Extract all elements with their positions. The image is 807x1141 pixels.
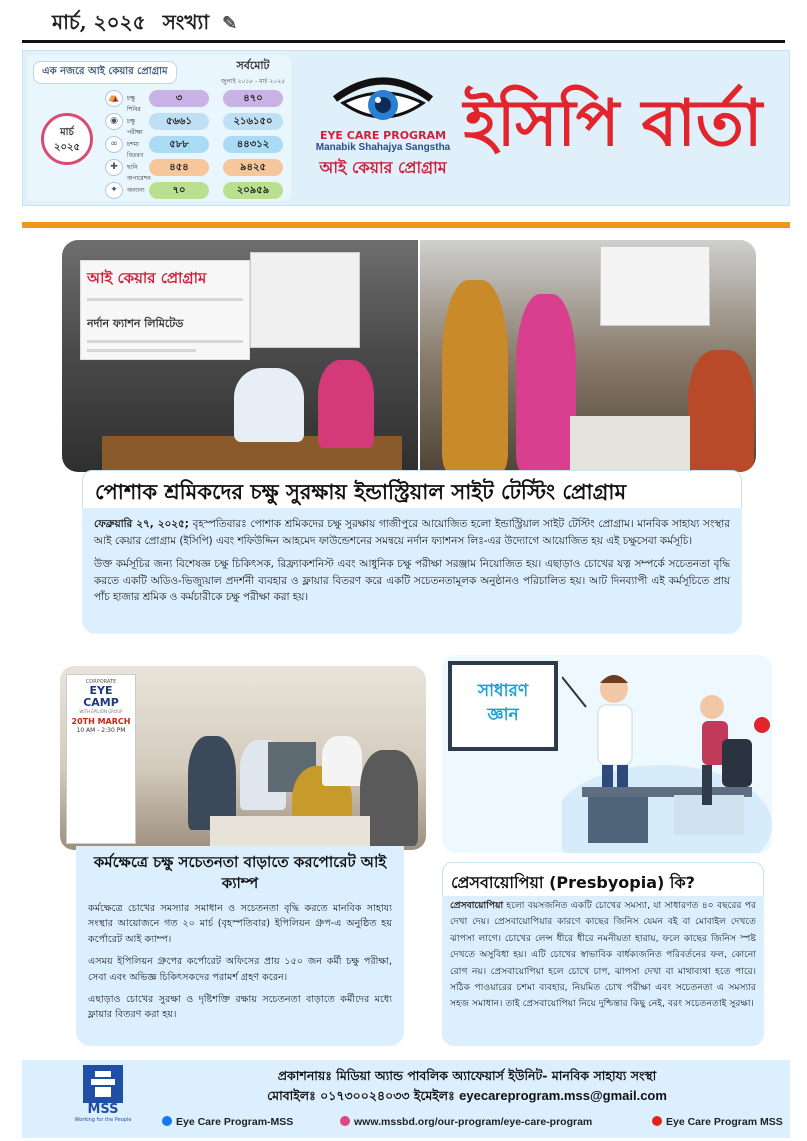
table-shape <box>210 816 370 850</box>
mss-logo-text: MSS <box>87 1102 119 1117</box>
article2-box <box>76 846 404 1046</box>
stat-total-value: ৯৪২৫ <box>223 159 283 176</box>
social-links <box>152 1116 792 1132</box>
eye-care-logo <box>303 65 463 182</box>
email-link[interactable]: eyecareprogram.mss@gmail.com <box>459 1088 667 1103</box>
article3-text: হলো বয়সজনিত একটি চোখের সমস্যা, যা সাধারণত ৪০ বছরের পর দেখা দেয়। প্রেসবায়োপিয়ার কারণে কাছের জিনিস যেমন বই বা মোবাইল দেখতে ঝাপসা লাগে। চোখের লেন্স ধীরে ধীরে নমনীয়তা হারায়, ফলে কাছের জিনিস স্পষ্ট দেখতে অসুবিধা হয়। এটি চোখের স্বাভাবিক বার্ধক্যজনিত পরিবর্তনের ফল, কোনো রোগ নয়। প্রেসবায়োপিয়া হলে চোখে চাপ, ঝাপসা দেখা বা মাথাব্যথা হতে পারে। সঠিক পাওয়ারের চশমা ব্যবহার, নিয়মিত চোখ পরীক্ষা এবং সচেতনতা এ সমস্যার সহজ সমাধান। তাই প্রেসবায়োপিয়া নিয়ে দুশ্চিন্তার কিছু নেই, বরং সচেতনতাই সুরক্ষা। <box>450 900 757 1010</box>
month-year: ২০২৫ <box>54 142 80 153</box>
stat-month-value: ৩ <box>149 90 209 107</box>
standee-time: 10 AM - 2:30 PM <box>76 727 126 734</box>
contact-line <box>152 1088 782 1108</box>
stat-label: চশমা বিতরণ <box>127 141 144 159</box>
glasses-icon: ∞ <box>105 136 123 153</box>
stat-month-value: ৫৮৮ <box>149 136 209 153</box>
program-name-en: EYE CARE PROGRAM <box>319 129 447 142</box>
banner-secondary <box>250 252 360 348</box>
issue-number: সংখ্যা <box>162 10 210 34</box>
organization-name: Manabik Shahajya Sangstha <box>315 142 451 153</box>
at-a-glance-panel <box>27 55 291 201</box>
worker-figure <box>688 350 754 472</box>
doctor-figure <box>322 736 362 786</box>
stat-total-value: ৪৪৩১২ <box>223 136 283 153</box>
stat-label: ছানি অপারেশন <box>127 164 151 182</box>
youtube-link[interactable] <box>652 1116 783 1128</box>
article1-headline-box <box>82 470 742 510</box>
knowledge-line1: সাধারণ <box>477 681 529 701</box>
worker-figure <box>442 280 508 472</box>
article2-para1: কর্মক্ষেত্রে চোখের সমস্যার সমাধান ও সচেতনতা বৃদ্ধি করতে মানবিক সাহায্য সংস্থার আয়োজনে গত ২০ মার্চ (বৃহস্পতিবার) ইপিলিয়ন গ্রুপ-এ অনুষ্ঠিত হয় কর্পোরেট আই ক্যাম্প। <box>88 903 392 945</box>
banner-title: আই কেয়ার প্রোগ্রাম <box>87 269 207 287</box>
top-rule <box>22 40 785 43</box>
banner-secondary <box>600 246 710 326</box>
article1-para1 <box>94 516 730 549</box>
standee-date: 20TH MARCH <box>71 717 131 726</box>
glance-total-heading <box>221 57 285 87</box>
website-text: www.mssbd.org/our-program/eye-care-program <box>354 1116 593 1128</box>
doctor-figure <box>234 368 304 442</box>
industrial-testing-photo <box>62 240 756 472</box>
youtube-icon <box>652 1116 662 1126</box>
total-title: সর্বমোট <box>236 59 270 72</box>
article3-para <box>450 898 756 1013</box>
photo-left-half <box>62 240 418 472</box>
stat-row <box>105 158 289 182</box>
issue-line <box>52 8 237 41</box>
publisher-line: প্রকাশনায়ঃ মিডিয়া অ্যান্ড পাবলিক অ্যাফেয়ার্স ইউনিট- মানবিক সাহায্য সংস্থা <box>277 1068 657 1083</box>
program-name-bn: আই কেয়ার প্রোগ্রাম <box>319 158 447 177</box>
total-period: জুলাই ২০১৮ - মার্চ ২০২৫ <box>221 78 285 85</box>
doctor-patient-illustration <box>562 655 772 853</box>
patient-figure <box>318 360 374 448</box>
newsletter-title: ইসিপি বার্তা <box>463 87 763 161</box>
stat-month-value: ৫৬৬১ <box>149 113 209 130</box>
general-knowledge-illustration <box>442 655 772 853</box>
stat-total-value: ৪৭০ <box>223 90 283 107</box>
month-badge <box>41 113 93 165</box>
knowledge-board <box>448 661 558 751</box>
standee-sub: WITH EPILION GROUP <box>79 709 123 714</box>
mss-logo <box>74 1065 132 1133</box>
table-shape <box>570 416 690 472</box>
article2-headline: কর্মক্ষেত্রে চক্ষু সচেতনতা বাড়াতে করপোরেট আই ক্যাম্প <box>93 853 387 892</box>
masthead <box>22 50 790 206</box>
stat-month-value: ৪৫৪ <box>149 159 209 176</box>
article3-headline-box <box>442 862 764 898</box>
stat-row <box>105 181 289 200</box>
stat-total-value: ২০৯৫৯ <box>223 182 283 199</box>
pencil-icon: ✎ <box>222 13 238 34</box>
photo-right-half <box>420 240 756 472</box>
stat-row <box>105 89 289 113</box>
mss-logo-tagline: Working for the People <box>74 1117 132 1123</box>
stat-label: চক্ষু শিবির <box>127 95 141 113</box>
article1-para2: উক্ত কর্মসূচির জন্য বিশেষজ্ঞ চক্ষু চিকিৎসক, রিফ্র্যাকশনিস্ট এবং আধুনিক চক্ষু পরীক্ষা সরঞ্জাম নিয়োজিত হয়। এছাড়াও চোখের যত্ন সম্পর্কে সচেতনতা বৃদ্ধি করতে একটি অডিও-ভিজ্যুয়াল প্রদর্শনী ব্যবহার ও ফ্লায়ার বিতরণ করে একটি সচেতনতামূলক অনুষ্ঠানও পরিচালিত হয়। আট দিনব্যাপী এই কর্মসূচিতে প্রায় পাঁচ হাজার শ্রমিক ও কর্মচারীকে চক্ষু পরীক্ষা করা হয়। <box>94 558 730 604</box>
stat-row <box>105 135 289 159</box>
glance-title: এক নজরে আই কেয়ার প্রোগ্রাম <box>33 61 177 84</box>
eye-test-icon: ◉ <box>105 113 123 130</box>
youtube-text: Eye Care Program MSS <box>666 1116 783 1128</box>
mss-emblem-icon <box>83 1065 123 1103</box>
worker-figure <box>516 294 576 472</box>
program-banner <box>80 260 250 360</box>
stat-label: অন্যান্য <box>127 187 145 194</box>
standee-title: EYE CAMP <box>83 684 119 709</box>
medicine-icon: ✦ <box>105 182 123 199</box>
eye-camp-icon: ⛺ <box>105 90 123 107</box>
article1-dateline: ফেব্রুয়ারি ২৭, ২০২৫; <box>94 518 189 530</box>
banner-company: নর্দান ফ্যাশন লিমিটেড <box>87 317 184 330</box>
surgery-icon: ✚ <box>105 159 123 176</box>
article3-term: প্রেসবায়োপিয়া <box>450 900 504 911</box>
globe-icon <box>340 1116 350 1126</box>
article3-headline: প্রেসবায়োপিয়া (Presbyopia) কি? <box>451 873 695 892</box>
issue-date: মার্চ, ২০২৫ <box>52 10 146 34</box>
article1-para1-text: বৃহস্পতিবারঃ পোশাক শ্রমিকদের চক্ষু সুরক্ষায় গাজীপুরে আয়োজিত হলো ইন্ডাস্ট্রিয়াল সাইট টেস্টিং প্রোগ্রাম। মানবিক সাহায্য সংস্থার আই কেয়ার প্রোগ্রাম (ইসিপি) এবং শফিউদ্দিন আহমেদ ফাউন্ডেশনের সমন্বয়ে নর্দান ফ্যাশনস লিঃ-এর উদ্যোগে আয়োজিত হয় এই চক্ষুসেবা কর্মসূচি। <box>94 518 730 547</box>
section-divider <box>22 222 790 228</box>
article2-para3: এছাড়াও চোখের সুরক্ষা ও দৃষ্টিশক্তি রক্ষায় সচেতনতা বাড়াতে কর্মীদের মধ্যে ফ্লায়ার বিতরণ করা হয়। <box>88 994 392 1021</box>
mobile-label: মোবাইলঃ ০১৭৩০০২৪০৩৩ ইমেইলঃ <box>267 1088 455 1103</box>
facebook-link[interactable] <box>162 1116 293 1128</box>
footer <box>22 1060 790 1138</box>
article1-body <box>82 508 742 634</box>
eye-camp-standee <box>66 674 136 844</box>
article3-body <box>442 896 764 1046</box>
standee-top: CORPORATE <box>85 679 117 685</box>
knowledge-line2: জ্ঞান <box>487 705 519 725</box>
stat-label: চক্ষু পরীক্ষা <box>127 118 143 136</box>
stat-month-value: ৭০ <box>149 182 209 199</box>
article2-para2: এসময় ইপিলিয়ন গ্রুপের কর্পোরেট অফিসের প্রায় ১৫০ জন কর্মী চক্ষু পরীক্ষা, সেবা এবং অভিজ্ঞ চিকিৎসকদের পরামর্শ গ্রহণ করেন। <box>88 956 392 983</box>
stat-total-value: ২১৬১৫০ <box>223 113 283 130</box>
month-label: মার্চ <box>60 127 74 138</box>
facebook-icon <box>162 1116 172 1126</box>
corporate-camp-photo <box>60 666 426 850</box>
website-link[interactable] <box>340 1116 592 1128</box>
eye-icon <box>331 65 435 127</box>
article1-headline: পোশাক শ্রমিকদের চক্ষু সুরক্ষায় ইন্ডাস্ট্রিয়াল সাইট টেস্টিং প্রোগ্রাম <box>95 480 627 504</box>
facebook-text: Eye Care Program-MSS <box>176 1116 294 1128</box>
stat-row <box>105 112 289 136</box>
